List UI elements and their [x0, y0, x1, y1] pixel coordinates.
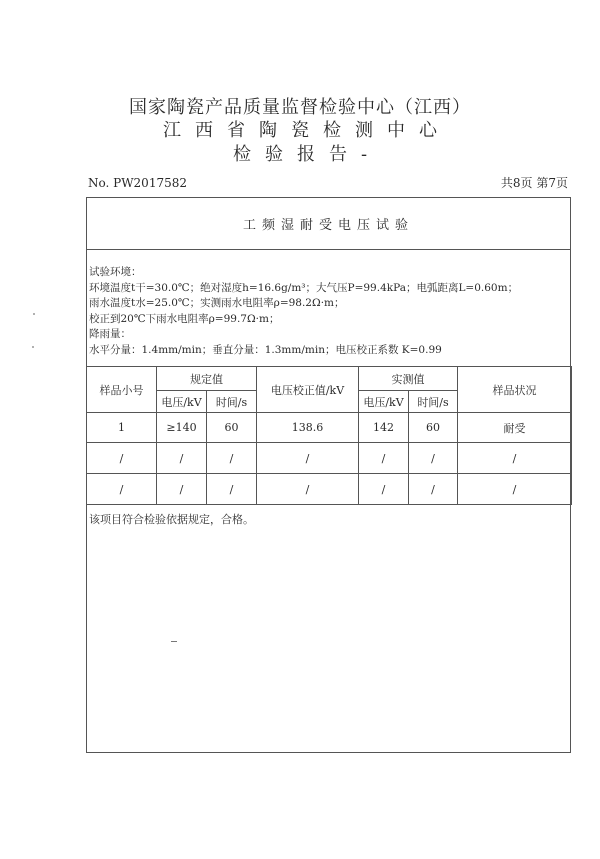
- table-cell: ≥140: [157, 413, 207, 443]
- table-cell: /: [257, 474, 359, 505]
- header-measured: 实测值: [359, 367, 458, 391]
- results-table: [86, 366, 572, 505]
- table-cell: 耐受: [458, 413, 572, 443]
- table-cell: 1: [87, 413, 157, 443]
- center-name: 江西省陶瓷检测中心: [163, 120, 451, 141]
- table-cell: /: [207, 474, 257, 505]
- table-cell: 142: [359, 413, 409, 443]
- table-row: [87, 413, 572, 443]
- header-specified: 规定值: [157, 367, 257, 391]
- header-corrected-voltage: 电压校正值/kV: [257, 367, 359, 413]
- report-frame: [86, 197, 571, 753]
- subheader-voltage: 电压/kV: [157, 391, 207, 413]
- condition-line: 雨水温度t水=25.0℃；实测雨水电阻率ρ=98.2Ω·m；: [89, 297, 345, 309]
- table-cell: /: [409, 474, 458, 505]
- test-title-box: [87, 198, 570, 250]
- table-cell: /: [207, 443, 257, 474]
- table-cell: /: [257, 443, 359, 474]
- table-cell: /: [458, 443, 572, 474]
- table-row: [87, 474, 572, 505]
- test-conditions: [89, 265, 518, 358]
- table-cell: /: [359, 443, 409, 474]
- subheader-time: 时间/s: [207, 391, 257, 413]
- table-cell: /: [458, 474, 572, 505]
- table-cell: /: [157, 443, 207, 474]
- table-row: [87, 443, 572, 474]
- table-cell: 138.6: [257, 413, 359, 443]
- issuer-title: 国家陶瓷产品质量监督检验中心（江西）: [129, 97, 471, 118]
- scan-mark: [171, 641, 177, 642]
- table-cell: /: [87, 474, 157, 505]
- report-number: No. PW2017582: [88, 176, 187, 190]
- header-sample-no: 样品小号: [87, 367, 157, 413]
- scan-speck: [32, 346, 34, 348]
- table-cell: /: [409, 443, 458, 474]
- table-cell: /: [157, 474, 207, 505]
- table-cell: 60: [409, 413, 458, 443]
- condition-line: 环境温度t干=30.0℃；绝对湿度h=16.6g/m³；大气压P=99.4kPa；电弧距离L=0.60m；: [89, 281, 519, 294]
- condition-line: 试验环境：: [89, 266, 142, 278]
- table-cell: /: [87, 443, 157, 474]
- subheader-voltage: 电压/kV: [359, 391, 409, 413]
- subheader-time: 时间/s: [409, 391, 458, 413]
- page-count: 共8页 第7页: [500, 176, 568, 190]
- table-cell: /: [359, 474, 409, 505]
- scan-speck: [33, 313, 35, 315]
- conclusion-text: 该项目符合检验依据规定，合格。: [89, 513, 254, 526]
- table-cell: 60: [207, 413, 257, 443]
- header-sample-state: 样品状况: [458, 367, 572, 413]
- condition-line: 水平分量：1.4mm/min；垂直分量：1.3mm/min；电压校正系数 K=0.99: [89, 343, 442, 356]
- condition-line: 降雨量：: [89, 328, 131, 340]
- test-title: 工频湿耐受电压试验: [242, 218, 414, 233]
- condition-line: 校正到20℃下雨水电阻率ρ=99.7Ω·m；: [89, 312, 280, 325]
- report-heading: 检验报告-: [232, 144, 382, 165]
